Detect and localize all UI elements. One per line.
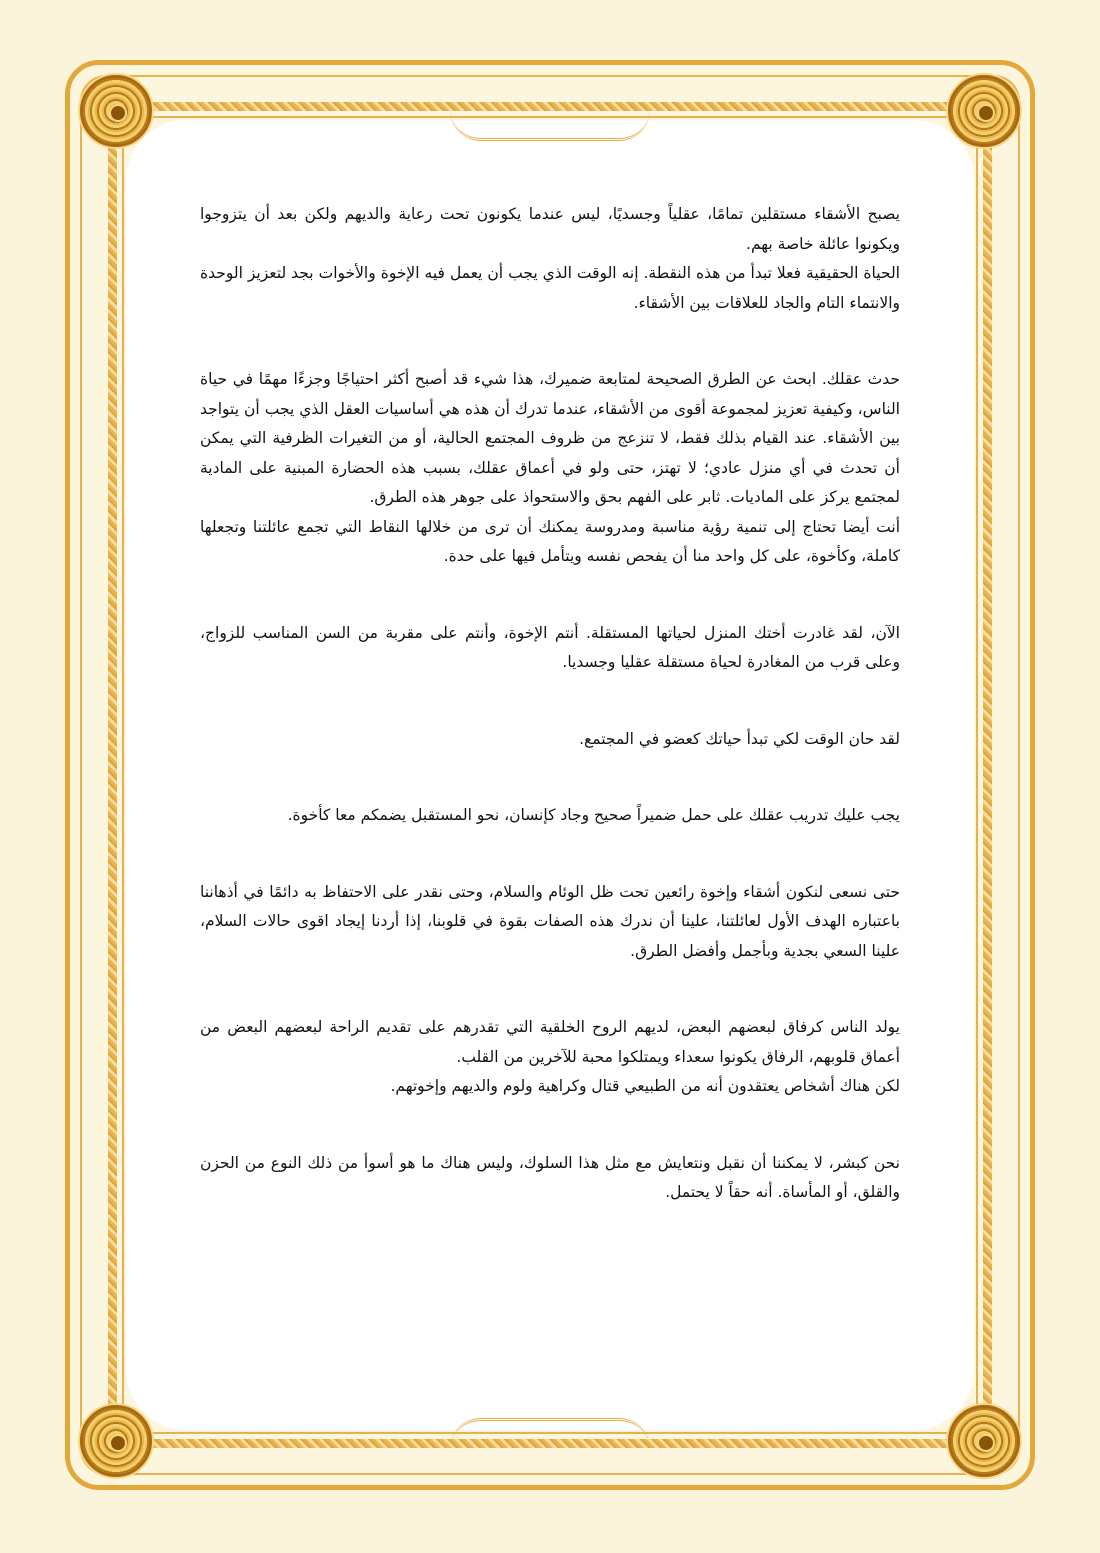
paragraph-line: حتى نسعى لنكون أشقاء وإخوة رائعين تحت ظل الوئام والسلام، وحتى نقدر على الاحتفاظ به دائمًا في أذهاننا باعتباره الهدف الأول لعائلتنا، علينا أن ندرك هذه الصفات بقوة في قلوبنا، إذا أردنا إيجاد اقوى حالات السلام، علينا السعي بجدية وبأجمل وأفضل الطرق.: [200, 882, 900, 960]
paragraph-line: لكن هناك أشخاص يعتقدون أنه من الطبيعي قتال وكراهية ولوم والديهم وإخوتهم.: [390, 1077, 900, 1095]
paragraph-line: نحن كبشر، لا يمكننا أن نقبل ونتعايش مع مثل هذا السلوك، وليس هناك ما هو أسوأ من ذلك النوع من الحزن والقلق، أو المأساة. أنه حقاً لا يحتمل.: [200, 1153, 900, 1201]
paragraph-gap: [200, 572, 900, 619]
paragraph-line: يصبح الأشقاء مستقلين تمامًا، عقلياً وجسديًا، ليس عندما يكونون تحت رعاية والديهم ولكن بعد أن يتزوجوا ويكونوا عائلة خاصة بهم.: [200, 205, 900, 253]
paragraph-gap: [200, 831, 900, 878]
paragraph-line: يجب عليك تدريب عقلك على حمل ضميراً صحيح وجاد كإنسان، نحو المستقبل يضمكم معا كأخوة.: [287, 806, 900, 824]
corner-medallion-icon: [80, 1405, 152, 1477]
corner-medallion-icon: [80, 75, 152, 147]
paragraph-gap: [200, 966, 900, 1013]
paragraph-gap: [200, 1102, 900, 1149]
paragraph-line: لقد حان الوقت لكي تبدأ حياتك كعضو في المجتمع.: [579, 729, 900, 748]
corner-medallion-icon: [948, 1405, 1020, 1477]
paragraph-line: أنت أيضا تحتاج إلى تنمية رؤية مناسبة ومدروسة يمكنك أن ترى من خلالها النقاط التي تجمع عائلتنا وتجعلها كاملة، وكأخوة، على كل واحد منا أن يفحص نفسه ويتأمل فيها على حدة.: [200, 517, 900, 565]
top-scroll-ornament: [450, 110, 650, 141]
corner-medallion-icon: [948, 75, 1020, 147]
paragraph-line: الحياة الحقيقية فعلا تبدأ من هذه النقطة. إنه الوقت الذي يجب أن يعمل فيه الإخوة والأخوات بجد لتعزيز الوحدة والانتماء التام والجاد للعلاقات بين الأشقاء.: [200, 264, 900, 312]
paragraph-gap: [200, 318, 900, 365]
article-body: [200, 200, 900, 1208]
paragraph-line: يولد الناس كرفاق لبعضهم البعض، لديهم الروح الخلقية التي تقدرهم على تقديم الراحة لبعضهم البعض من أعماق قلوبهم، الرفاق يكونوا سعداء ويمتلكوا محبة للآخرين من القلب.: [200, 1018, 900, 1066]
paragraph-gap: [200, 678, 900, 725]
paragraph-line: الآن، لقد غادرت أختك المنزل لحياتها المستقلة. أنتم الإخوة، وأنتم على مقربة من السن المناسب للزواج، وعلى قرب من المغادرة لحياة مستقلة عقليا وجسديا.: [200, 623, 900, 671]
paragraph-gap: [200, 754, 900, 801]
paragraph-line: حدث عقلك. ابحث عن الطرق الصحيحة لمتابعة ضميرك، هذا شيء قد أصبح أكثر احتياجًا وجزءًا مهمًا في حياة الناس، وكيفية تعزيز لمجموعة أقوى من الأشقاء، عندما تدرك أن هذه هي أساسيات العقل الذي يجب أن يتواجد بين الأشقاء. عند القيام بذلك فقط، لا تنزعج من ظروف المجتمع الحالية، أو من التغيرات الظرفية التي يمكن أن تحدث في أي منزل عادي؛ لا تهتز، حتى ولو في أعماق عقلك، بسبب هذه الحضارة المبنية على المادية لمجتمع يركز على الماديات. ثابر على الفهم بحق والاستحواذ على جوهر هذه الطرق.: [200, 370, 900, 506]
bottom-scroll-ornament: [450, 1418, 650, 1449]
